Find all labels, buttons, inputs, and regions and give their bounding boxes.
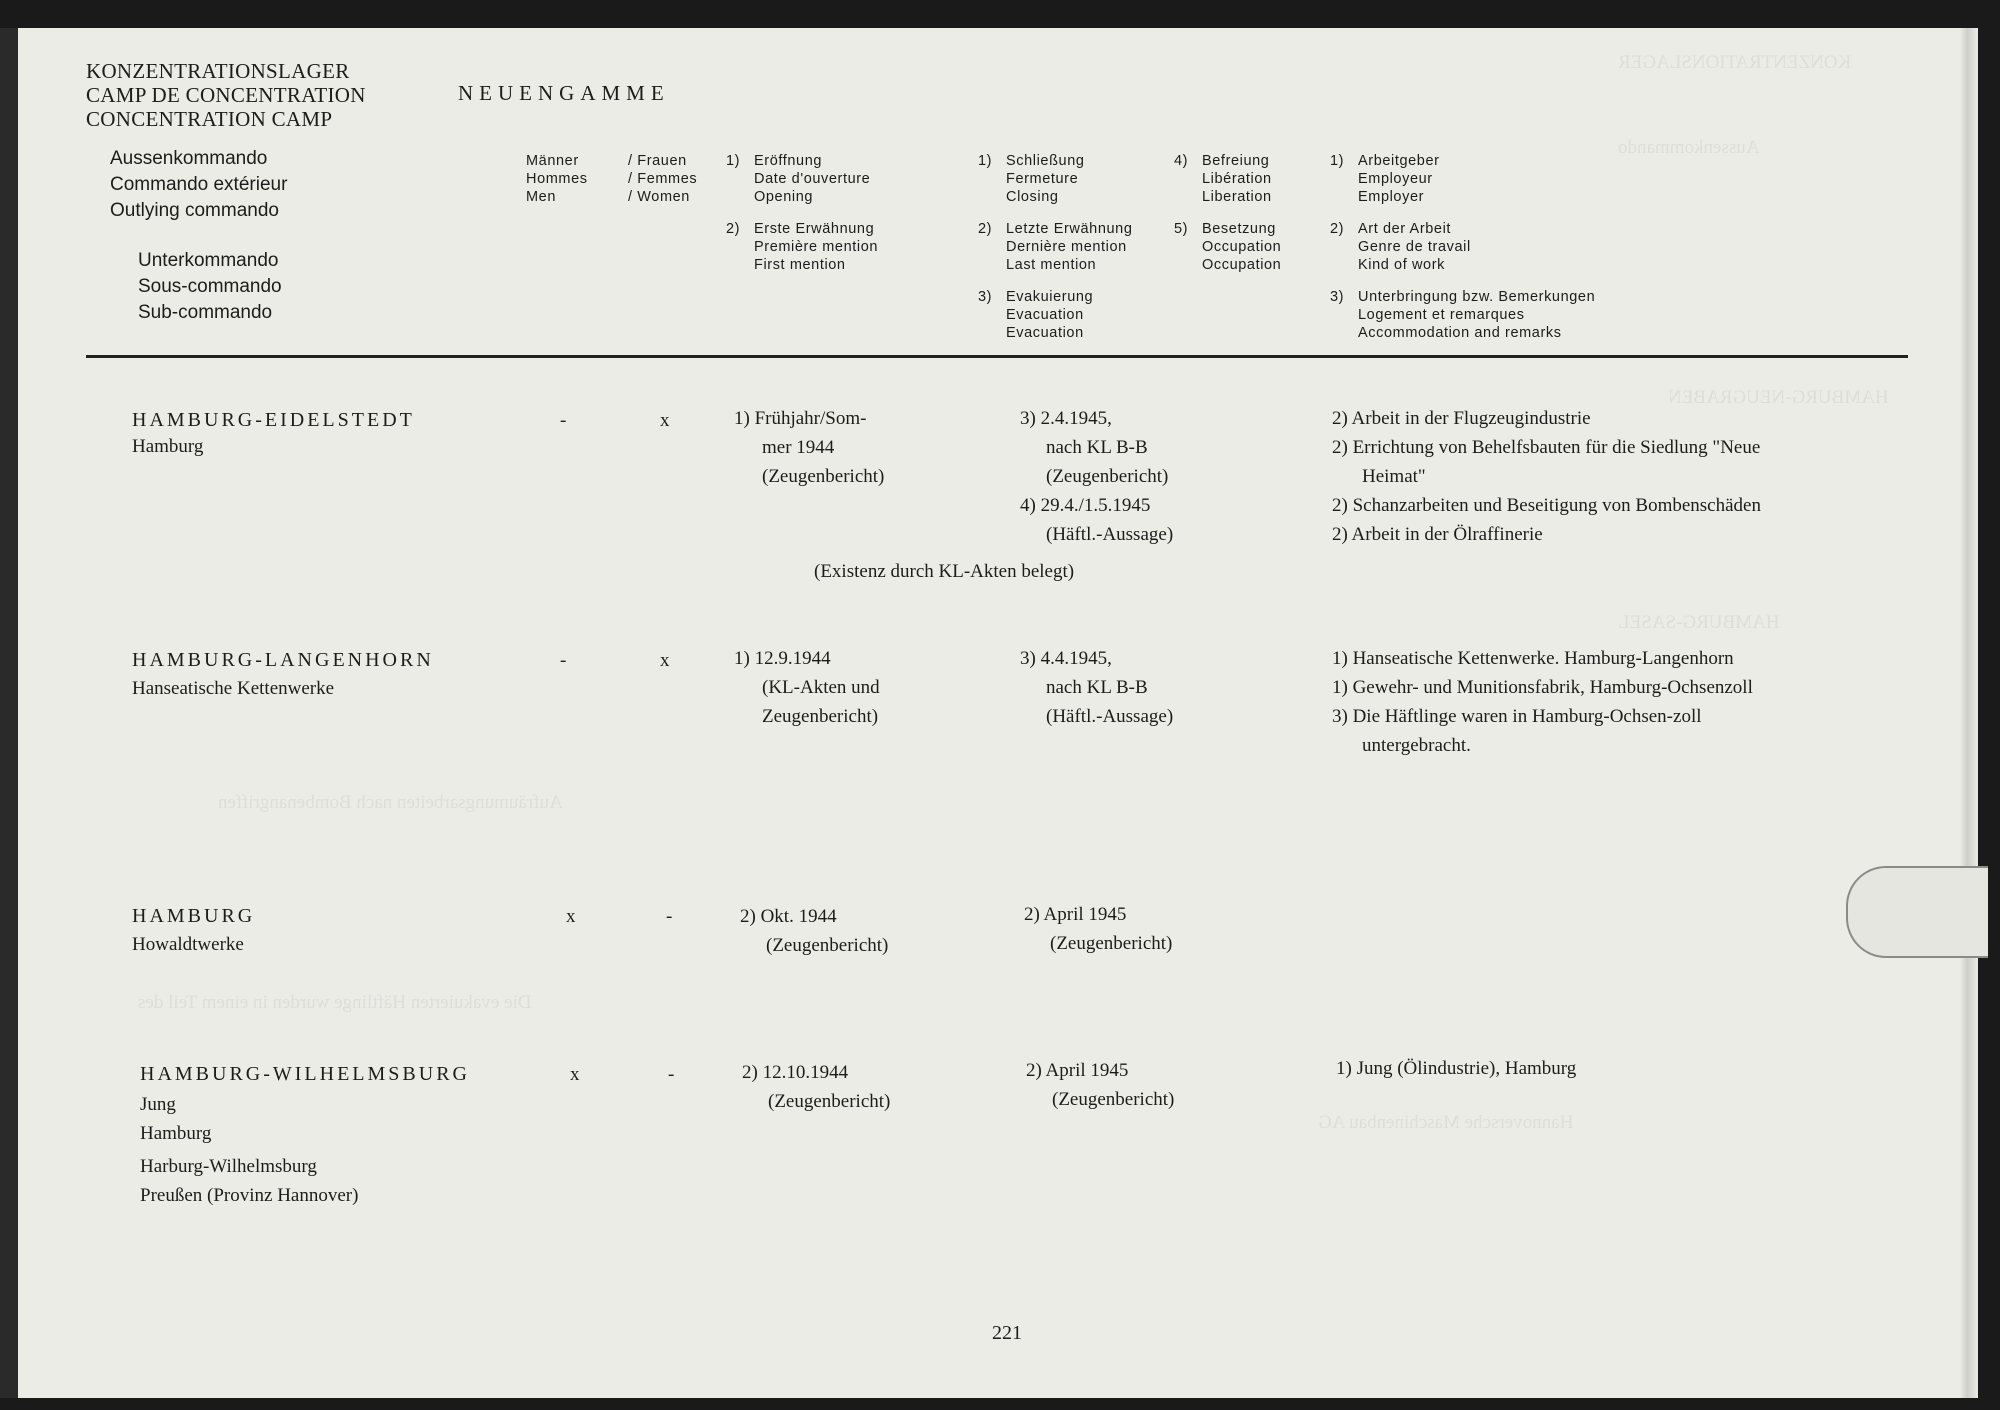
col-label: Occupation bbox=[1202, 239, 1282, 255]
col-label: Letzte Erwähnung bbox=[1006, 221, 1133, 237]
col-number: 2) bbox=[978, 221, 993, 237]
kommando-line-en: Outlying commando bbox=[110, 200, 279, 221]
gender-label: Männer bbox=[526, 153, 579, 169]
gender-label: / Women bbox=[628, 189, 690, 205]
opening-line: (KL-Akten und bbox=[762, 677, 880, 698]
gender-label: Men bbox=[526, 189, 557, 205]
liberation-col-header bbox=[1174, 152, 1281, 274]
location-line: Hamburg bbox=[140, 1123, 212, 1144]
gender-label: / Frauen bbox=[628, 153, 687, 169]
book-page bbox=[0, 28, 1978, 1398]
opening-date bbox=[734, 644, 880, 731]
camp-name: NEUENGAMME bbox=[458, 81, 670, 105]
entry-name: HAMBURG-WILHELMSBURG bbox=[140, 1063, 470, 1085]
work-line: 3) Die Häftlinge waren in Hamburg-Ochsen-zoll untergebracht. bbox=[1332, 706, 1702, 756]
col-label: Logement et remarques bbox=[1358, 307, 1525, 323]
col-number: 5) bbox=[1174, 221, 1189, 237]
title-line-de: KONZENTRATIONSLAGER bbox=[86, 59, 350, 83]
col-number: 2) bbox=[1330, 221, 1345, 237]
col-label: Genre de travail bbox=[1358, 239, 1471, 255]
closing-line: (Häftl.-Aussage) bbox=[1046, 524, 1174, 545]
col-label: Dernière mention bbox=[1006, 239, 1127, 255]
title-line-fr: CAMP DE CONCENTRATION bbox=[86, 83, 366, 107]
col-label: Employer bbox=[1358, 189, 1425, 205]
work-line: 1) Hanseatische Kettenwerke. Hamburg-Langenhorn bbox=[1332, 648, 1734, 669]
opening-date bbox=[742, 1058, 890, 1116]
show-through-text: Die evakuierten Häftlinge wurden in einem Teil des bbox=[138, 992, 532, 1013]
col-label: Unterbringung bzw. Bemerkungen bbox=[1358, 289, 1596, 305]
opening-line: mer 1944 bbox=[762, 437, 835, 458]
col-label: Accommodation and remarks bbox=[1358, 325, 1562, 341]
col-label: Date d'ouverture bbox=[754, 171, 871, 187]
col-number: 3) bbox=[1330, 289, 1345, 305]
work-description bbox=[1336, 1054, 1776, 1083]
col-label: Closing bbox=[1006, 189, 1059, 205]
entry-location bbox=[132, 674, 334, 703]
kommando-line-de: Aussenkommando bbox=[110, 148, 268, 169]
col-label: Evacuation bbox=[1006, 307, 1084, 323]
closing-line: (Häftl.-Aussage) bbox=[1046, 706, 1174, 727]
work-line: 2) Arbeit in der Flugzeugindustrie bbox=[1332, 408, 1591, 429]
col-number: 1) bbox=[1330, 153, 1345, 169]
entry-location bbox=[132, 432, 203, 461]
camp-type-title bbox=[86, 59, 366, 131]
entry-location bbox=[132, 930, 244, 959]
location-line: Howaldtwerke bbox=[132, 934, 244, 955]
show-through-text: HAMBURG-SASEL bbox=[1618, 612, 1780, 633]
col-number: 1) bbox=[726, 153, 741, 169]
closing-line: (Zeugenbericht) bbox=[1050, 933, 1173, 954]
location-line: Preußen (Provinz Hannover) bbox=[140, 1185, 359, 1206]
col-label: First mention bbox=[754, 257, 846, 273]
men-mark: x bbox=[570, 1064, 580, 1085]
closing-line: 3) 4.4.1945, bbox=[1020, 648, 1112, 669]
employer-col-header bbox=[1330, 152, 1595, 342]
unterkommando-line-fr: Sous-commando bbox=[138, 276, 282, 297]
page-tab-marker bbox=[1846, 866, 1988, 958]
work-line: 2) Errichtung von Behelfsbauten für die Siedlung "Neue Heimat" bbox=[1332, 437, 1761, 487]
col-number: 3) bbox=[978, 289, 993, 305]
gender-label: / Femmes bbox=[628, 171, 698, 187]
page-number: 221 bbox=[992, 1322, 1022, 1344]
opening-line: (Zeugenbericht) bbox=[762, 466, 885, 487]
title-line-en: CONCENTRATION CAMP bbox=[86, 107, 333, 131]
opening-date bbox=[734, 404, 884, 491]
entry-name: HAMBURG bbox=[132, 905, 256, 927]
unterkommando-line-de: Unterkommando bbox=[138, 250, 279, 271]
col-number: 1) bbox=[978, 153, 993, 169]
work-description bbox=[1332, 404, 1772, 549]
closing-col-header bbox=[978, 152, 1133, 342]
opening-line: 2) 12.10.1944 bbox=[742, 1062, 849, 1083]
gender-label: Hommes bbox=[526, 171, 588, 187]
col-label: Liberation bbox=[1202, 189, 1272, 205]
unterkommando-label bbox=[138, 248, 282, 326]
work-line: 2) Arbeit in der Ölraffinerie bbox=[1332, 524, 1543, 545]
col-label: Evakuierung bbox=[1006, 289, 1094, 305]
show-through-text: KONZENTRATIONSLAGER bbox=[1618, 52, 1852, 73]
women-mark: x bbox=[660, 410, 670, 431]
work-line: 2) Schanzarbeiten und Beseitigung von Bombenschäden bbox=[1332, 495, 1761, 516]
col-label: Last mention bbox=[1006, 257, 1097, 273]
closing-line: nach KL B-B bbox=[1046, 677, 1148, 698]
col-label: Eröffnung bbox=[754, 153, 823, 169]
col-label: Erste Erwähnung bbox=[754, 221, 875, 237]
entry-note: (Existenz durch KL-Akten belegt) bbox=[814, 561, 1075, 582]
entry-name: HAMBURG-LANGENHORN bbox=[132, 649, 434, 671]
work-description bbox=[1332, 644, 1772, 760]
show-through-text: Aussenkommando bbox=[1618, 137, 1760, 158]
col-label: Arbeitgeber bbox=[1358, 153, 1440, 169]
opening-date bbox=[740, 902, 888, 960]
men-mark: - bbox=[560, 650, 567, 671]
location-line: Hamburg bbox=[132, 436, 204, 457]
col-label: Libération bbox=[1202, 171, 1272, 187]
page-edge bbox=[1960, 28, 1978, 1398]
col-label: Art der Arbeit bbox=[1358, 221, 1452, 237]
location-line: Hanseatische Kettenwerke bbox=[132, 678, 335, 699]
opening-line: 1) Frühjahr/Som- bbox=[734, 408, 867, 429]
col-label: Fermeture bbox=[1006, 171, 1079, 187]
col-label: Besetzung bbox=[1202, 221, 1276, 237]
col-label: Opening bbox=[754, 189, 814, 205]
col-label: Occupation bbox=[1202, 257, 1282, 273]
closing-line: 2) April 1945 bbox=[1024, 904, 1127, 925]
opening-line: 1) 12.9.1944 bbox=[734, 648, 831, 669]
location-line: Jung bbox=[140, 1094, 176, 1115]
opening-col-header bbox=[726, 152, 878, 274]
opening-line: 2) Okt. 1944 bbox=[740, 906, 837, 927]
entry-location bbox=[140, 1090, 358, 1210]
closing-line: 3) 2.4.1945, bbox=[1020, 408, 1112, 429]
col-label: Befreiung bbox=[1202, 153, 1270, 169]
work-line: 1) Gewehr- und Munitionsfabrik, Hamburg-Ochsenzoll bbox=[1332, 677, 1753, 698]
show-through-text: HAMBURG-NEUGRABEN bbox=[1668, 387, 1889, 408]
men-mark: x bbox=[566, 906, 576, 927]
col-label: Evacuation bbox=[1006, 325, 1084, 341]
closing-line: 4) 29.4./1.5.1945 bbox=[1020, 495, 1151, 516]
women-mark: x bbox=[660, 650, 670, 671]
opening-line: (Zeugenbericht) bbox=[766, 935, 889, 956]
kommando-line-fr: Commando extérieur bbox=[110, 174, 288, 195]
show-through-text: Hannoversche Maschinenbau AG bbox=[1318, 1112, 1574, 1133]
work-line: 1) Jung (Ölindustrie), Hamburg bbox=[1336, 1058, 1577, 1079]
closing-line: (Zeugenbericht) bbox=[1052, 1089, 1175, 1110]
col-number: 2) bbox=[726, 221, 741, 237]
closing-date bbox=[1020, 644, 1173, 731]
col-label: Kind of work bbox=[1358, 257, 1445, 273]
closing-line: 2) April 1945 bbox=[1026, 1060, 1129, 1081]
location-line: Harburg-Wilhelmsburg bbox=[140, 1156, 317, 1177]
women-mark: - bbox=[668, 1064, 675, 1085]
header-divider bbox=[86, 355, 1908, 358]
closing-line: (Zeugenbericht) bbox=[1046, 466, 1169, 487]
unterkommando-line-en: Sub-commando bbox=[138, 302, 273, 323]
closing-date bbox=[1024, 900, 1172, 958]
col-label: Employeur bbox=[1358, 171, 1433, 187]
col-label: Première mention bbox=[754, 239, 879, 255]
gender-col-header bbox=[526, 152, 697, 206]
closing-line: nach KL B-B bbox=[1046, 437, 1148, 458]
women-mark: - bbox=[666, 906, 673, 927]
col-number: 4) bbox=[1174, 153, 1189, 169]
show-through-text: Aufräumungsarbeiten nach Bombenangriffen bbox=[218, 792, 563, 813]
closing-date bbox=[1026, 1056, 1174, 1114]
kommando-label bbox=[110, 146, 287, 224]
opening-line: (Zeugenbericht) bbox=[768, 1091, 891, 1112]
closing-date bbox=[1020, 404, 1173, 549]
men-mark: - bbox=[560, 410, 567, 431]
entry-name: HAMBURG-EIDELSTEDT bbox=[132, 409, 415, 431]
col-label: Schließung bbox=[1006, 153, 1085, 169]
opening-line: Zeugenbericht) bbox=[762, 706, 879, 727]
